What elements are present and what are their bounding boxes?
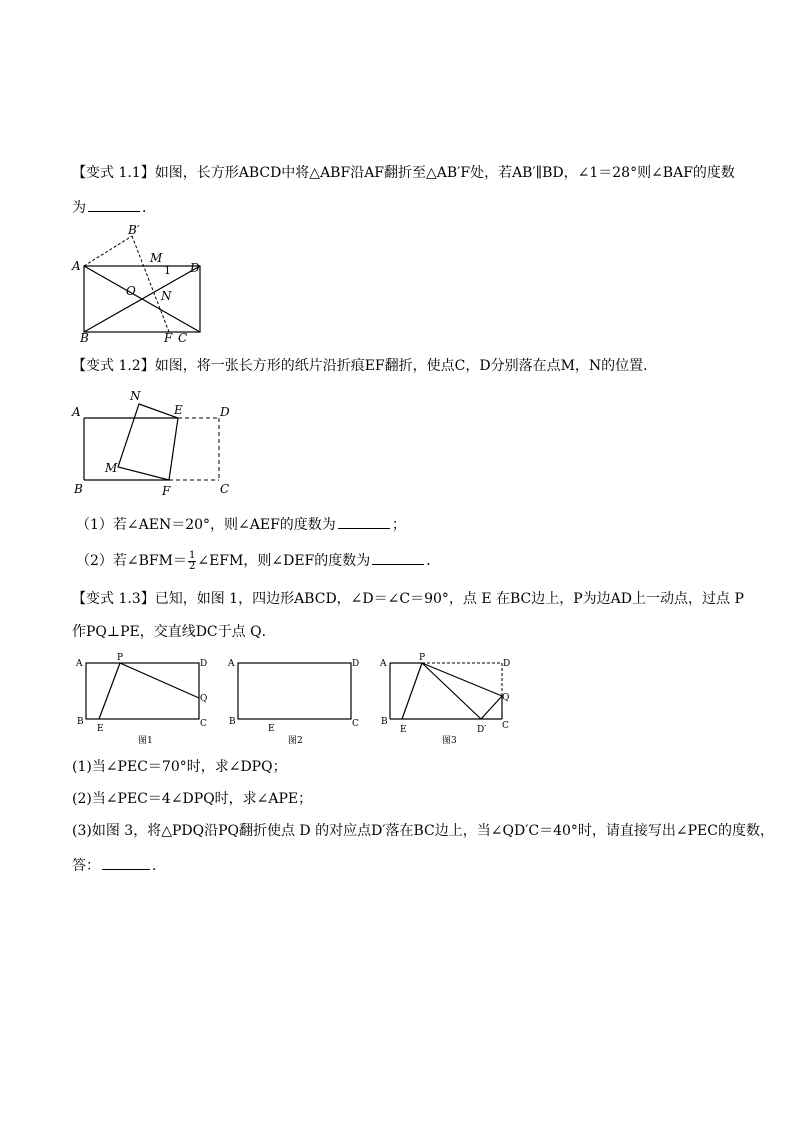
v13-q2	[72, 789, 312, 809]
v12-text-1: 【变式 1.2】如图，将一张长方形的纸片沿折痕EF翻折，使点C，D分别落在点M，N的位置．	[72, 358, 658, 374]
v11-label-O: O	[126, 284, 136, 298]
fig1-label-B: B	[77, 717, 84, 727]
v13-q3-line2	[72, 855, 166, 876]
v13-text-1: 【变式 1.3】已知，如图 1，四边形ABCD，∠D＝∠C＝90°，点 E 在BC边上，P为边AD上一动点，过点 P	[72, 591, 744, 607]
v13-q1-text: (1)当∠PEC＝70°时，求∠DPQ；	[72, 759, 287, 775]
v12-label-D: D	[220, 405, 230, 419]
answer-blank[interactable]	[338, 514, 390, 529]
fig1-label-D: D	[200, 659, 208, 669]
v12-label-E: E	[174, 403, 183, 417]
v13-q3-suffix: ．	[152, 858, 166, 874]
fig2-label-D: D	[352, 659, 360, 669]
v11-label-one: 1	[164, 264, 171, 277]
v11-label-C: C	[178, 331, 188, 345]
fig3-label-C: C	[502, 721, 509, 731]
answer-blank[interactable]	[102, 855, 150, 870]
fig1-label-E: E	[97, 724, 104, 734]
v12-q1-prefix: （1）若∠AEN＝20°，则∠AEF的度数为	[76, 517, 336, 533]
fig3-label-P: P	[419, 653, 426, 663]
v11-text-1: 【变式 1.1】如图，长方形ABCD中将△ABF沿AF翻折至△AB′F处，若AB′∥BD，∠1＝28°则∠BAF的度数	[72, 165, 735, 181]
v11-label-F: F	[164, 331, 173, 345]
v13-figure-2	[228, 656, 368, 748]
v12-label-N: N	[130, 389, 141, 403]
v11-line1	[72, 163, 735, 183]
v11-label-D: D	[190, 261, 200, 275]
fraction	[188, 551, 196, 572]
fig3-label-Q: Q	[502, 693, 510, 703]
v13-q3-text: (3)如图 3，将△PDQ沿PQ翻折使点 D 的对应点D′落在BC边上，当∠QD′C＝40°时，请直接写出∠PEC的度数，	[72, 823, 774, 839]
v13-figure-1	[76, 653, 216, 748]
v13-figure-3	[380, 653, 520, 748]
fig2-label-B: B	[229, 717, 236, 727]
fraction-den: 2	[188, 560, 196, 572]
v11-prefix: 为	[72, 200, 86, 216]
v12-label-A: A	[72, 405, 81, 419]
answer-blank[interactable]	[372, 550, 424, 565]
v12-q2-prefix: （2）若∠BFM＝	[76, 553, 187, 569]
v12-figure	[66, 388, 246, 498]
v12-line1	[72, 356, 657, 376]
v12-label-C: C	[220, 482, 230, 496]
v13-q3-prefix: 答：	[72, 858, 100, 874]
fig3-label-D: D	[503, 659, 511, 669]
v12-q1	[76, 514, 406, 535]
v12-q2-suffix: ．	[426, 553, 441, 569]
v11-label-B: B	[80, 331, 89, 345]
v12-label-B: B	[74, 482, 83, 496]
fig2-label-E: E	[268, 724, 275, 734]
fig3-label-E: E	[400, 725, 407, 735]
v11-line2	[72, 197, 156, 218]
fig1-label-P: P	[117, 653, 124, 663]
fig1-label-C: C	[200, 719, 207, 729]
v11-label-A: A	[72, 259, 81, 273]
v13-q1	[72, 757, 287, 777]
v12-q1-suffix: ；	[391, 517, 406, 533]
v11-suffix: ．	[142, 200, 156, 216]
fig3-label-Dp: D′	[477, 725, 487, 735]
fig2-label-A: A	[228, 659, 235, 669]
answer-blank[interactable]	[88, 197, 140, 212]
v11-label-N: N	[161, 289, 172, 303]
v13-text-2: 作PQ⊥PE，交直线DC于点 Q．	[72, 624, 276, 640]
fig2-label-C: C	[352, 719, 359, 729]
fig1-label-Q: Q	[200, 694, 208, 704]
fig2-caption: 图2	[288, 736, 303, 746]
fraction-num: 1	[188, 549, 196, 561]
v12-label-M: M	[105, 461, 118, 475]
fig3-label-B: B	[381, 717, 388, 727]
fig3-caption: 图3	[442, 736, 457, 746]
v12-q2	[76, 550, 440, 572]
v12-label-F: F	[162, 484, 171, 498]
v13-q3-line1	[72, 821, 774, 841]
fig1-label-A: A	[76, 659, 83, 669]
fig3-label-A: A	[380, 659, 387, 669]
fig1-caption: 图1	[138, 736, 153, 746]
v11-figure	[66, 222, 216, 345]
v13-q2-text: (2)当∠PEC＝4∠DPQ时，求∠APE；	[72, 791, 313, 807]
v13-line1	[72, 589, 744, 609]
v12-q2-mid: ∠EFM，则∠DEF的度数为	[197, 553, 371, 569]
v13-line2	[72, 622, 276, 642]
v11-label-M: M	[150, 251, 163, 265]
v11-label-Bp: B′	[128, 223, 140, 237]
